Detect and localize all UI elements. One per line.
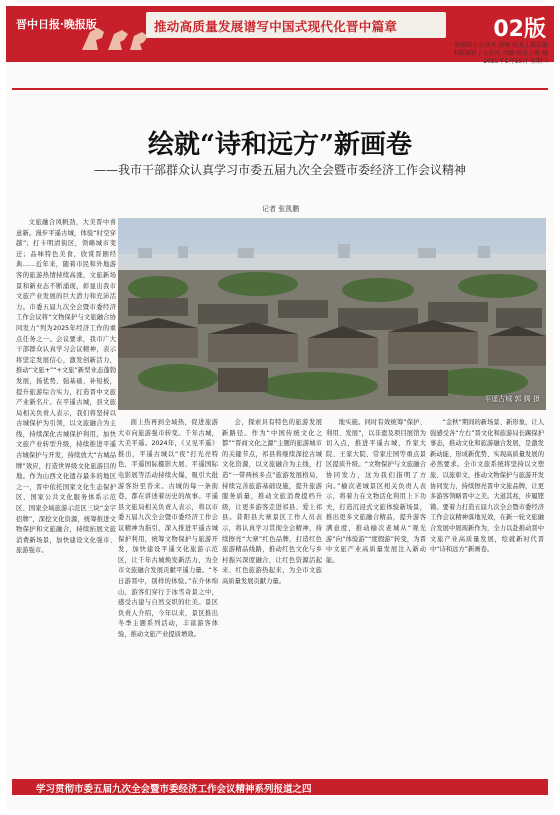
brand-name: 晋中日报·晚报版 [16,18,97,31]
column-1-text: 文旅融合风帆劲，大美晋中喜意新。漫步平遥古城，体验“时空穿越”；打卡明清街区，领略城市变迁；品味特色美食，欣赏晋剧经典……近年来，随着市民和外地游客的旅游热情持续高涨，文旅新场景和新业态不断涌现，彰显出我市文旅产业发展的巨大潜力和充沛活力。市委五届九次全会暨市委经济工作会议将“文物保护与文旅融合协同发力”列为2025年经济工作的重点任务之一。会议要求，我市广大干部群众认真学习会议精神，表示将坚定发展信心，激发创新活力，推动“文旅+”“+文旅”新型业态蓬勃发展，扬优势、强基础、补短板，提升旅游综合实力，打造晋中文旅产业新名片。在平遥古城，县文旅局相关负责人表示，我们将坚持以古城保护为引领，以文旅融合为主线，持续深化古城保护利用，加快文旅产业转型升级，持续推进平遥古城保护与开发，持续放大“古城品牌”效应，打造世界级文化旅游目的地。作为山西文化遗存最多的地区之一，晋中依托国家文化生态保护区、国家公共文化服务体系示范区、国家全域旅游示范区三块“金字招牌”，深挖文化资源，统筹推进文物保护和文旅融合，持续拓展文旅消费新场景，加快建设文化强市、旅游强市。 [16,219,116,555]
article-column-2 [118,418,218,773]
photo-caption: 平遥古城 郭 腾 摄 [484,395,540,403]
article-column-4 [326,418,426,773]
column-2-text: 面上热再到全域热，促进旅游大市向旅游强市转变。千年古城，大美平遥。2024年，《又见平遥》推出，平遥古城以“夜”打光亮特色，平遥国际摄影大展、平遥国际电影展等活动持续火爆，吸引大批游客纷至沓来。古城的每一条街巷，都在讲述着历史的故事。平遥县文旅局相关负责人表示，将以市委五届九次全会暨市委经济工作会议精神为指引，深入推进平遥古城保护利用，统筹文物保护与旅游开发，加快建设平遥文化旅游示范区，让千年古城焕发新活力，为全市文旅融合发展贡献平遥力量。“冬日游晋中，别样的体验。”在介休绵山，游客们穿行于冰雪奇景之中，感受古建与自然交织的壮美。景区负责人介绍，今年以来，景区推出冬季主题系列活动，丰富游客体验，推动文旅产业提质增效。 [118,419,218,638]
newspaper-logo [12,10,154,58]
article-photo [118,218,546,410]
column-4-text: 地实施。同时有效统筹“保护、利用、发展”，以非遗及项目展馆为切入点，推进平遥古城、乔家大院、王家大院、常家庄园等重点景区提质升级。“文物保护与文旅融合协同发力，这为我们指明了方向。”榆次老城景区相关负责人表示，将着力在文物活化利用上下功夫，打造沉浸式文旅体验新场景，推出更多文旅融合精品，提升游客满意度，推动榆次老城从“观光游”向“体验游”“度假游”转变，为晋中文旅产业高质量发展注入新动能。 [326,419,426,564]
horse-emblem-icon [12,10,154,58]
series-banner [12,779,548,795]
newspaper-page [6,6,554,809]
editor-info [418,42,548,66]
section-banner [146,12,446,38]
article-column-3 [222,418,322,773]
edition-badge [458,12,550,42]
edition-number: 02版 [493,17,546,42]
issue-date: 2025年1月15日 星期三 [483,58,548,65]
column-5-text: “金秋”期间的新场景、新形象，让人强感受各“左右”晋文化和旅游局长踢保护事态，推动文化和旅游融合发展，是激发新动能、形成新优势、实现高质量发展的必然要求。全市文旅系统将坚持以文塑旅、以旅彰文，推动文物保护与旅游开发协同发力，持续擦亮晋中文旅品牌，让更多游客领略晋中之美。大道其兆，步履铿锵。要着力打造五届九次全会暨市委经济工作会议精神落地见效，在新一轮文旅融合发展中展现新作为，全力以赴推动晋中文旅产业高质量发展，绘就新时代晋中“诗和远方”新画卷。 [430,419,544,554]
article-headline: 绘就“诗和远方”新画卷 [148,130,412,160]
article-byline: 记者 张凯鹏 [262,205,300,213]
section-banner-text: 推动高质量发展谱写中国式现代化晋中篇章 [154,19,398,34]
editor-line-1: 一版编辑 / 史景凤 责编 校对 / 郝志霞 [448,42,548,49]
ancient-city-photo [118,218,546,410]
header-divider [12,88,548,90]
article-column-1 [16,218,116,773]
column-3-text: 会，探索具有特色的旅游发展新路径。作为“中国传统文化之都”“晋商文化之源”主题的旅游城市的关键节点，祁县将继续深挖古城文化资源，以文旅融合为主线，打造“一带两核多点”旅游发展格局，持续完善旅游基础设施，提升旅游服务质量，推动文旅消费提档升级，让更多游客走进祁县、爱上祁县。昔阳县大寨景区工作人员表示，将认真学习贯彻全会精神，持续擦亮“大寨”红色品牌，打造红色旅游精品线路，推动红色文化与乡村振兴深度融合，让红色资源活起来、红色旅游热起来，为全市文旅高质量发展贡献力量。 [222,419,322,585]
article-column-5 [430,418,544,773]
article-subhead: ——我市干部群众认真学习市委五届九次全会暨市委经济工作会议精神 [93,163,466,177]
series-banner-text: 学习贯彻市委五届九次全会暨市委经济工作会议精神系列报道之四 [36,784,312,795]
editor-line-2: 本版编辑 / 史景凤 责编 校对 / 郝 婕 [452,50,548,57]
